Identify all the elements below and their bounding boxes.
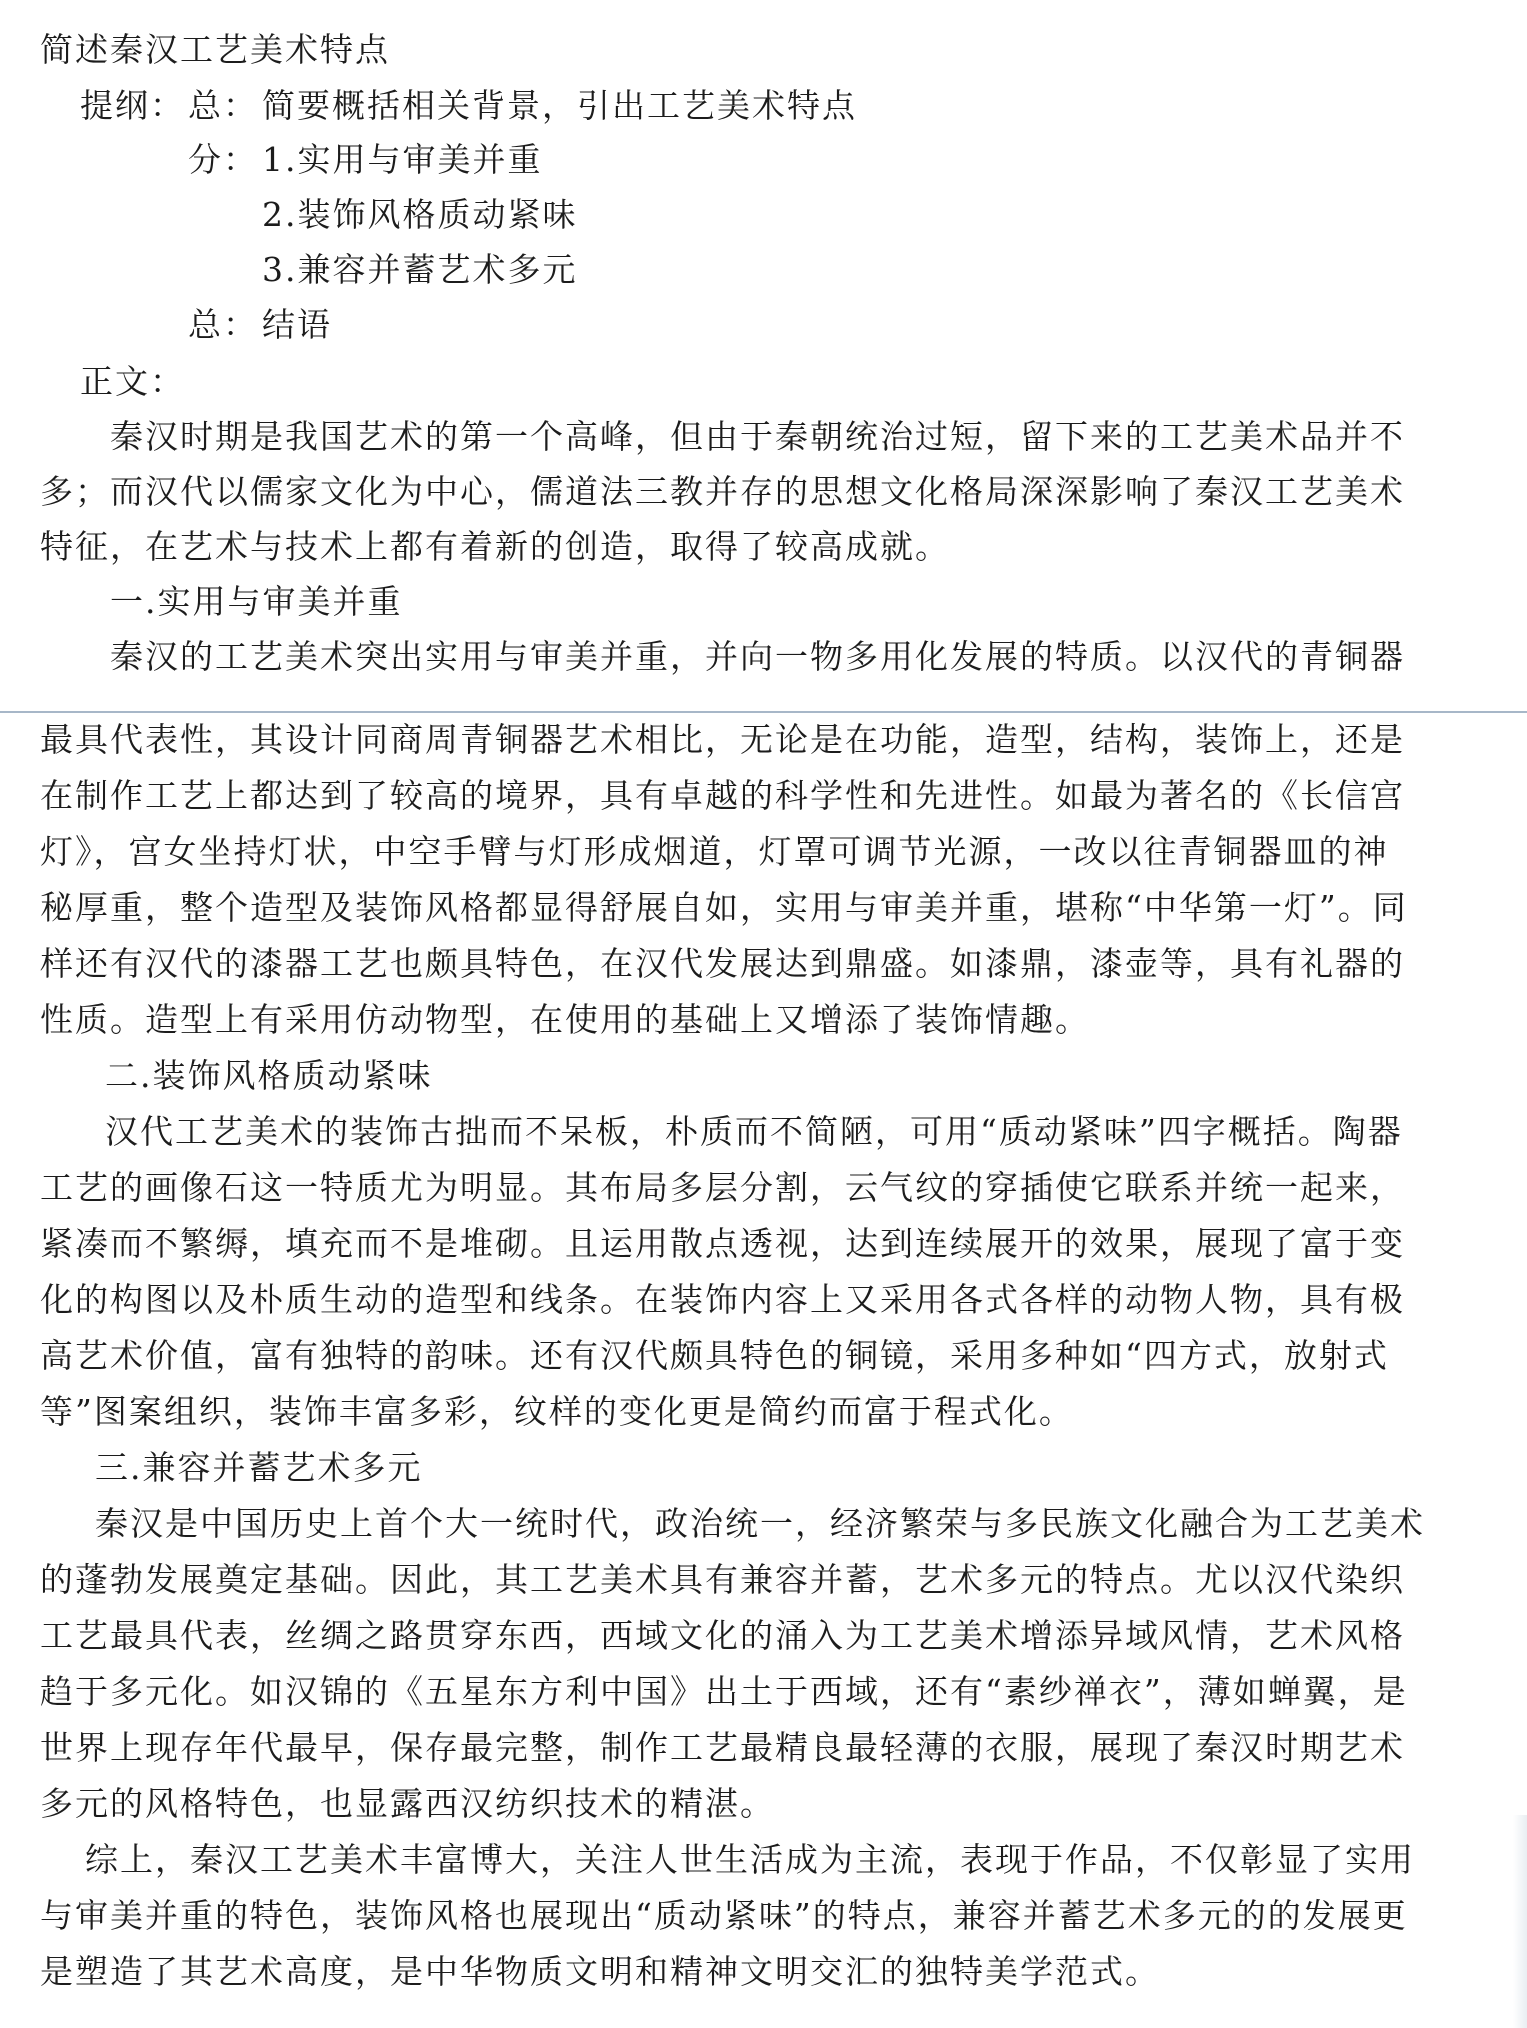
outline-conclusion-text: 结语: [262, 305, 332, 344]
outline-point-2: 2.装饰风格质动紧味: [262, 195, 578, 234]
page-edge-shadow: [1513, 1815, 1527, 2028]
paragraph-line: 高艺术价值，富有独特的韵味。还有汉代颇具特色的铜镜，采用多种如“四方式，放射式: [40, 1336, 1389, 1375]
outline-point-3: 3.兼容并蓄艺术多元: [262, 250, 578, 289]
paragraph-line: 秦汉的工艺美术突出实用与审美并重，并向一物多用化发展的特质。以汉代的青铜器: [110, 637, 1405, 676]
conclusion-line: 综上，秦汉工艺美术丰富博大，关注人世生活成为主流，表现于作品，不仅彰显了实用: [85, 1840, 1415, 1879]
paragraph-line: 世界上现存年代最早，保存最完整，制作工艺最精良最轻薄的衣服，展现了秦汉时期艺术: [40, 1728, 1405, 1767]
outline-intro-text: 简要概括相关背景，引出工艺美术特点: [262, 86, 857, 125]
paragraph-line: 化的构图以及朴质生动的造型和线条。在装饰内容上又采用各式各样的动物人物，具有极: [40, 1280, 1405, 1319]
outline-intro-label: 总：: [188, 86, 258, 125]
outline-point-1: 1.实用与审美并重: [262, 140, 543, 179]
paragraph-line: 样还有汉代的漆器工艺也颇具特色，在汉代发展达到鼎盛。如漆鼎，漆壶等，具有礼器的: [40, 944, 1405, 983]
paragraph-line: 汉代工艺美术的装饰古拙而不呆板，朴质而不简陋，可用“质动紧味”四字概括。陶器: [105, 1112, 1403, 1151]
paragraph-line: 性质。造型上有采用仿动物型，在使用的基础上又增添了装饰情趣。: [40, 1000, 1090, 1039]
paragraph-line: 灯》，宫女坐持灯状，中空手臂与灯形成烟道，灯罩可调节光源，一改以往青铜器皿的神: [40, 832, 1389, 871]
page-divider: [0, 711, 1527, 713]
paragraph-line: 等”图案组织，装饰丰富多彩，纹样的变化更是简约而富于程式化。: [40, 1392, 1074, 1431]
paragraph-line: 趋于多元化。如汉锦的《五星东方利中国》出土于西域，还有“素纱禅衣”，薄如蝉翼，是: [40, 1672, 1408, 1711]
outline-body-label: 分：: [188, 140, 258, 179]
conclusion-line: 是塑造了其艺术高度，是中华物质文明和精神文明交汇的独特美学范式。: [40, 1952, 1160, 1991]
section-heading-2: 二.装饰风格质动紧味: [105, 1056, 433, 1095]
section-heading-1: 一.实用与审美并重: [110, 582, 403, 621]
body-label: 正文：: [80, 362, 185, 401]
paragraph-line: 秦汉时期是我国艺术的第一个高峰，但由于秦朝统治过短，留下来的工艺美术品并不: [110, 417, 1405, 456]
paragraph-line: 秦汉是中国历史上首个大一统时代，政治统一，经济繁荣与多民族文化融合为工艺美术: [95, 1504, 1425, 1543]
outline-conclusion-label: 总：: [188, 305, 258, 344]
paragraph-line: 工艺的画像石这一特质尤为明显。其布局多层分割，云气纹的穿插使它联系并统一起来，: [40, 1168, 1405, 1207]
paragraph-line: 特征，在艺术与技术上都有着新的创造，取得了较高成就。: [40, 527, 950, 566]
paragraph-line: 紧凑而不繁缛，填充而不是堆砌。且运用散点透视，达到连续展开的效果，展现了富于变: [40, 1224, 1405, 1263]
paragraph-line: 工艺最具代表，丝绸之路贯穿东西，西域文化的涌入为工艺美术增添异域风情，艺术风格: [40, 1616, 1405, 1655]
paragraph-line: 多；而汉代以儒家文化为中心，儒道法三教并存的思想文化格局深深影响了秦汉工艺美术: [40, 472, 1405, 511]
document-title: 简述秦汉工艺美术特点: [40, 30, 390, 69]
section-heading-3: 三.兼容并蓄艺术多元: [95, 1448, 423, 1487]
outline-label: 提纲：: [80, 86, 185, 125]
paragraph-line: 最具代表性，其设计同商周青铜器艺术相比，无论是在功能，造型，结构，装饰上，还是: [40, 720, 1405, 759]
paragraph-line: 的蓬勃发展奠定基础。因此，其工艺美术具有兼容并蓄，艺术多元的特点。尤以汉代染织: [40, 1560, 1405, 1599]
paragraph-line: 在制作工艺上都达到了较高的境界，具有卓越的科学性和先进性。如最为著名的《长信宫: [40, 776, 1405, 815]
conclusion-line: 与审美并重的特色，装饰风格也展现出“质动紧味”的特点，兼容并蓄艺术多元的的发展更: [40, 1896, 1408, 1935]
paragraph-line: 多元的风格特色，也显露西汉纺织技术的精湛。: [40, 1784, 775, 1823]
paragraph-line: 秘厚重，整个造型及装饰风格都显得舒展自如，实用与审美并重，堪称“中华第一灯”。同: [40, 888, 1408, 927]
